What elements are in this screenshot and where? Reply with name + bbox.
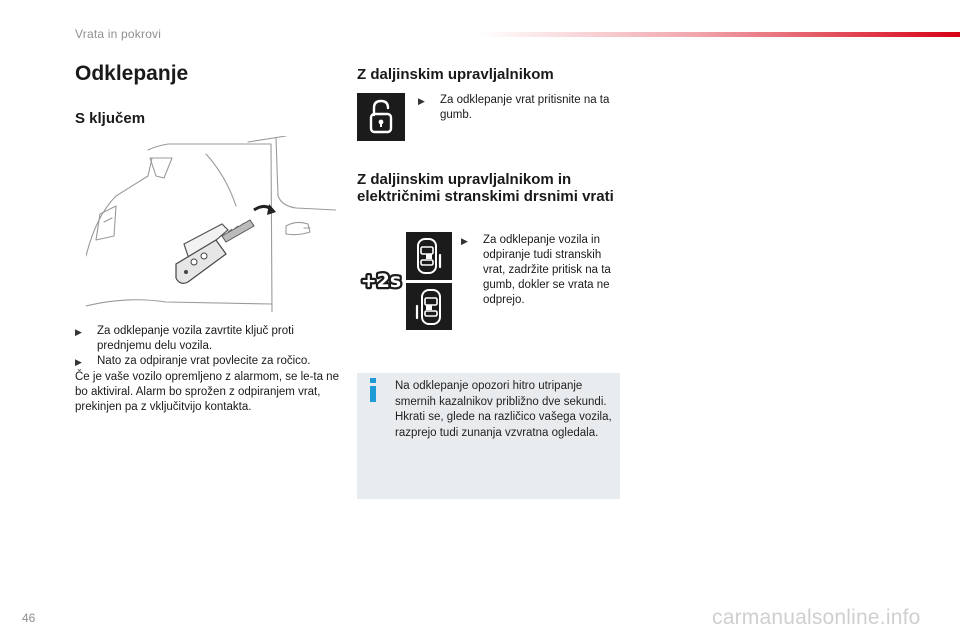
header-accent-bar: [480, 32, 960, 37]
sliding-door-right-icon: [406, 232, 452, 280]
list-item: ▶ Za odklepanje vozila zavrtite ključ proti prednjemu delu vozila.: [75, 325, 294, 352]
page-title: Odklepanje: [75, 62, 189, 85]
list-item: ▶ Za odklepanje vrat pritisnite na ta gumb.: [418, 94, 610, 121]
remote-section-heading: Z daljinskim upravljalnikom: [357, 66, 554, 83]
alarm-note: Če je vaše vozilo opremljeno z alarmom, se le-ta ne bo aktiviral. Alarm bo sprožen z odpiranjem vrat, prekinjen pa z vključitvijo kontakta.: [75, 371, 339, 413]
unlock-padlock-icon: [357, 93, 405, 141]
bullet-marker-icon: ▶: [75, 357, 82, 367]
sliding-section-heading: Z daljinskim upravljalnikom in električnimi stranskimi drsnimi vrati: [357, 171, 614, 205]
info-text: Na odklepanje opozori hitro utripanje smernih kazalnikov približno dve sekundi. Hkrati se, glede na različico vašega vozila, razprejo tudi zunanja vzvratna ogledala.: [395, 380, 612, 439]
hold-two-seconds-label: [358, 266, 404, 294]
svg-text:+2s: +2s: [360, 270, 402, 292]
page-number: 46: [22, 611, 36, 625]
bullet-marker-icon: ▶: [418, 96, 425, 106]
sliding-door-instructions: [461, 233, 621, 308]
info-box: [357, 373, 620, 499]
bullet-marker-icon: ▶: [75, 327, 82, 337]
watermark: carmanualsonline.info: [712, 606, 921, 629]
bullet-marker-icon: ▶: [461, 236, 468, 246]
list-item: ▶ Za odklepanje vozila in odpiranje tudi stranskih vrat, zadržite pritisk na ta gumb, dokler se vrata ne odprejo.: [461, 234, 611, 306]
list-item: ▶ Nato za odpiranje vrat povlecite za ročico.: [75, 354, 345, 370]
key-instructions: [75, 324, 345, 415]
info-icon: [366, 378, 380, 402]
key-section-heading: S ključem: [75, 110, 146, 127]
chapter-title: Vrata in pokrovi: [75, 27, 162, 41]
remote-instructions: [418, 93, 613, 123]
sliding-door-left-icon: [406, 283, 452, 330]
car-door-key-illustration: [86, 136, 336, 312]
